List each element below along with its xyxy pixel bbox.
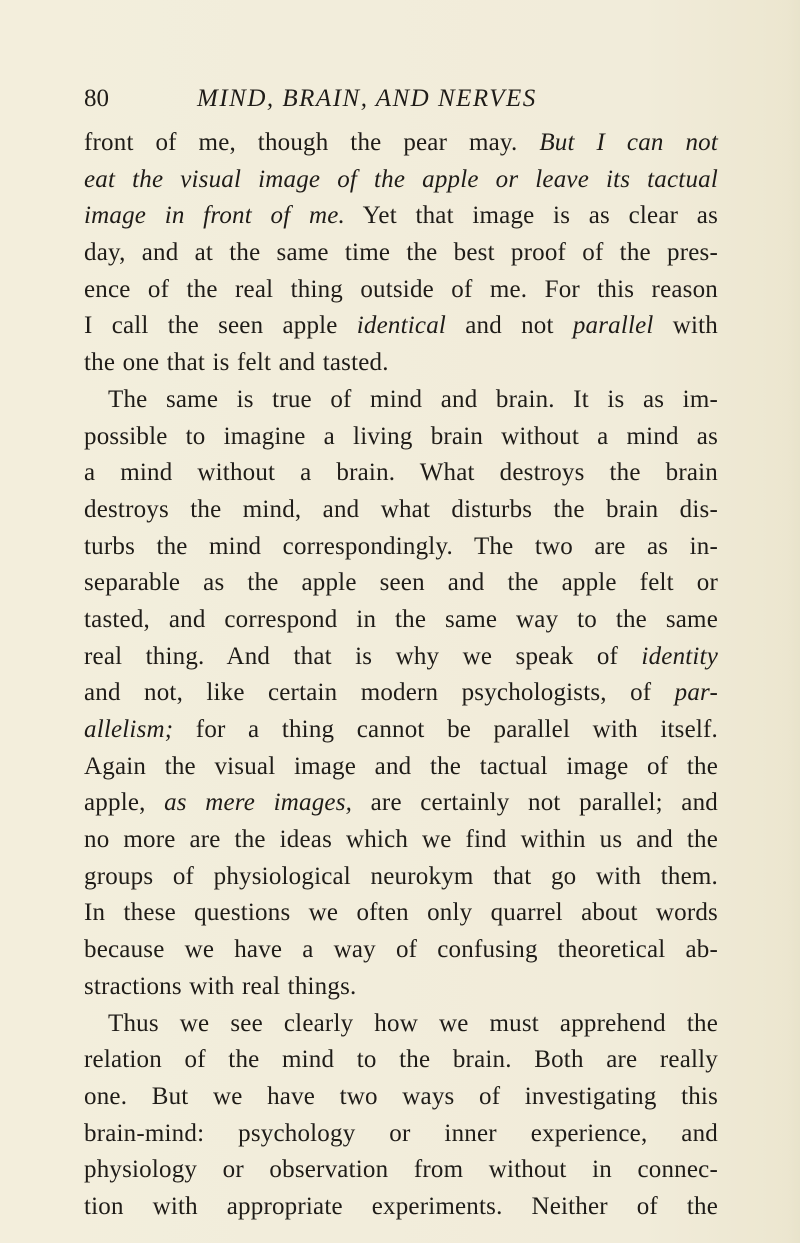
text-line [84,162,718,199]
italic-text: as mere images, [164,789,353,817]
text-line [84,198,718,235]
text-line [84,235,718,272]
text-run: real thing. And that is why we speak of [84,642,642,670]
italic-text: allelism; [84,716,174,743]
text-line [84,675,718,712]
text-line [84,308,718,345]
running-title: MIND, BRAIN, AND NERVES [197,85,537,112]
italic-text: identical [356,312,447,340]
italic-text: identity [641,642,718,670]
text-run: groups of physiological neurokym that go with them. [84,862,718,890]
text-line [84,749,718,786]
text-line [84,1189,718,1226]
text-run: and not [446,312,573,340]
text-line [84,895,718,932]
text-run: relation of the mind to the brain. Both are really [84,1046,718,1074]
text-run: separable as the apple seen and the apple felt or [84,569,718,597]
italic-text: eat the visual image of the apple or leave its tactual [84,165,718,193]
text-line [84,272,718,309]
text-run: front of me, though the pear may. [84,129,540,156]
text-run: no more are the ideas which we find within us and the [84,826,718,854]
text-line [84,492,718,529]
text-line [84,969,718,1006]
text-line [84,1152,718,1189]
text-run: apple, [84,789,165,817]
text-line [84,602,718,639]
text-run: the one that is felt and tasted. [84,349,389,377]
text-run: I call the seen apple [84,312,357,340]
text-line [84,565,718,602]
running-head [84,82,724,116]
text-line [84,859,718,896]
text-line [84,125,718,162]
text-line [84,419,718,456]
text-run: day, and at the same time the best proof of the pres- [84,239,718,267]
text-line [84,1116,718,1153]
text-run: stractions with real things. [84,972,357,1000]
text-run: Again the visual image and the tactual image of the [84,752,718,780]
text-run: tasted, and correspond in the same way to the same [84,605,718,633]
text-line [84,1006,718,1043]
text-run: Thus we see clearly how we must apprehend the [108,1009,718,1037]
text-line [84,345,718,382]
text-line [84,822,718,859]
page-number: 80 [84,85,109,112]
page-edge-shading [786,0,800,1243]
body-text [84,125,718,1226]
text-run: with [653,312,718,340]
italic-text: But I can not [539,129,718,156]
italic-text: parallel [572,312,654,340]
text-run: and not, like certain modern psychologists, of [84,679,675,707]
text-line [84,382,718,419]
text-line [84,455,718,492]
text-run: are certainly not parallel; and [352,789,718,817]
text-run: one. But we have two ways of investigating this [84,1082,718,1110]
italic-text: par- [674,679,718,707]
text-run: brain-mind: psychology or inner experience, and [84,1119,718,1147]
text-run: destroys the mind, and what disturbs the brain dis- [84,495,718,523]
text-run: physiology or observation from without in connec- [84,1156,718,1184]
text-line [84,932,718,969]
italic-text: image in front of me. [84,202,345,230]
text-run: because we have a way of confusing theoretical ab- [84,936,718,964]
text-run: for a thing cannot be parallel with itself. [173,716,718,743]
text-run: turbs the mind correspondingly. The two are as in- [84,532,718,560]
text-run: ence of the real thing outside of me. For this reason [84,275,718,303]
text-run: In these questions we often only quarrel about words [84,899,718,927]
text-run: possible to imagine a living brain without a mind as [84,422,718,450]
text-line [84,529,718,566]
text-line [84,712,718,749]
text-run: tion with appropriate experiments. Neither of the [84,1192,718,1220]
text-run: a mind without a brain. What destroys the brain [84,459,718,487]
text-line [84,639,718,676]
text-line [84,1042,718,1079]
text-run: The same is true of mind and brain. It is as im- [108,385,718,413]
text-line [84,785,718,822]
text-run: Yet that image is as clear as [344,202,718,230]
text-line [84,1079,718,1116]
